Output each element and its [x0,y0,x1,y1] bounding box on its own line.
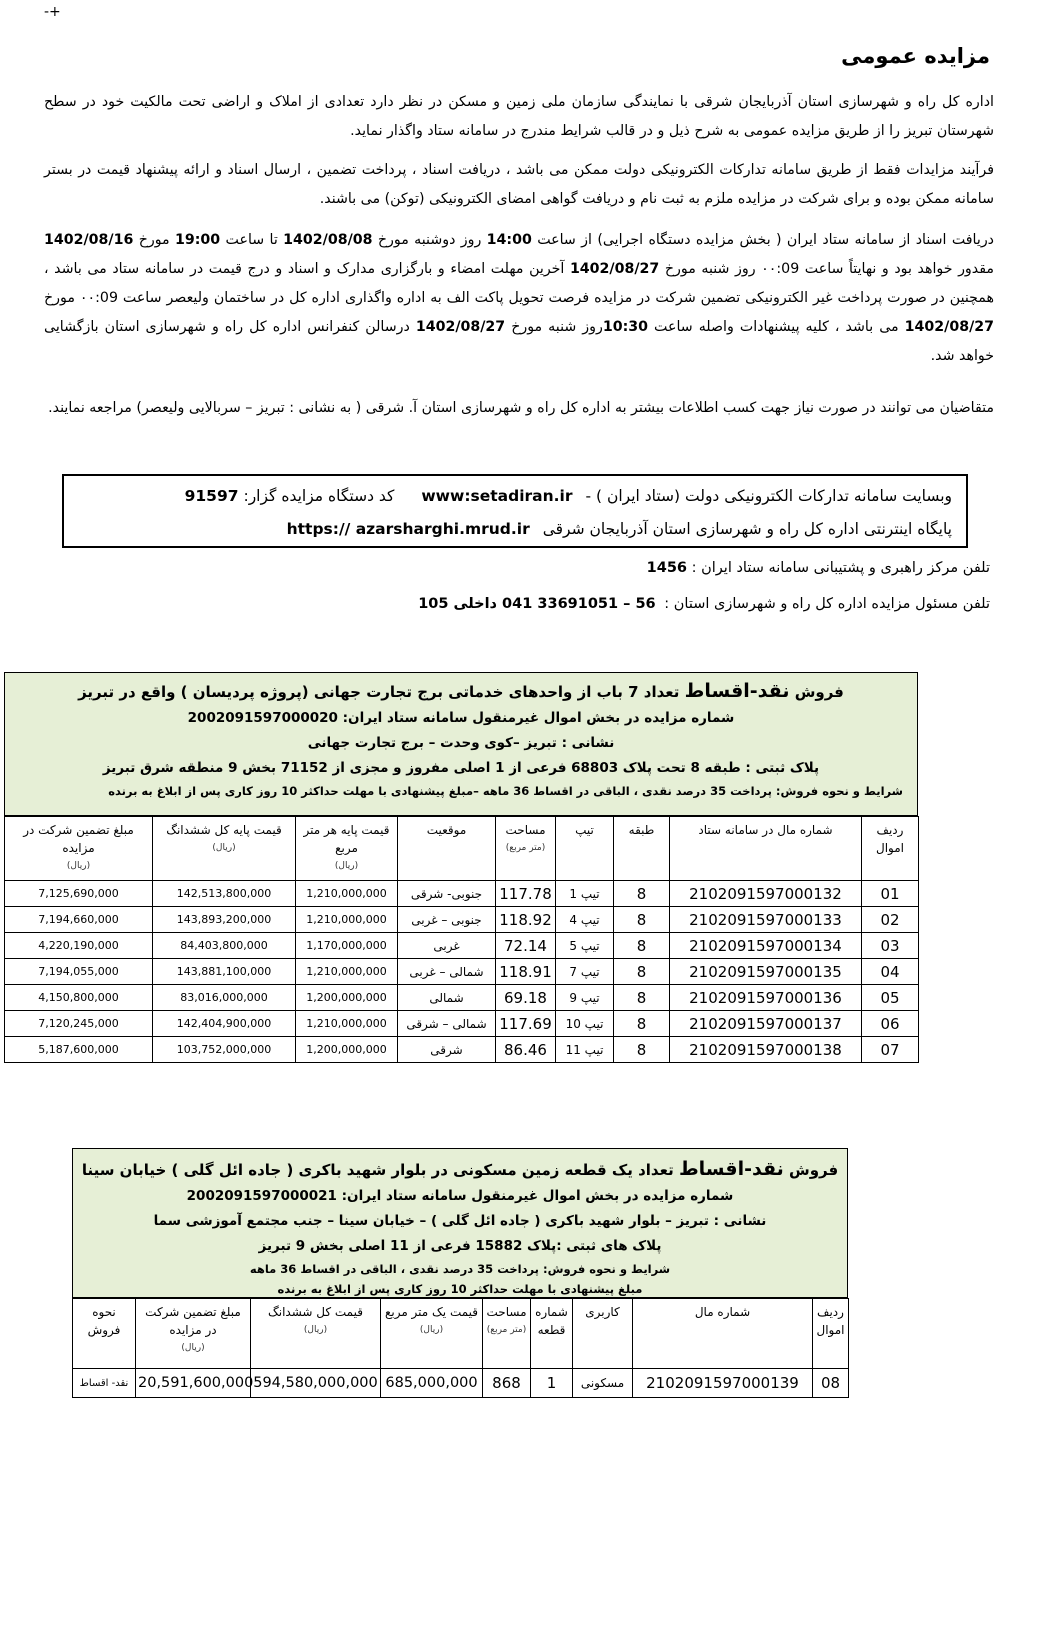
cell-unit-price: 685,000,000 [381,1369,483,1398]
schedule-paragraph [44,226,994,371]
cell-row: 01 [862,881,919,907]
col-header-area-label: مساحت [505,823,546,837]
section1-header [4,672,918,816]
table-row [73,1369,849,1398]
col-header-setad: شماره مال در سامانه ستاد [670,817,862,881]
schedule-date: 1402/08/16 [44,232,134,248]
office-phone: 56 – 33691051 041 داخلی 105 [418,596,656,612]
cell-total: 84,403,800,000 [153,933,296,959]
cell-total: 143,893,200,000 [153,907,296,933]
col-header-guarantee [136,1299,251,1369]
section1-title [5,677,917,706]
cell-item-no: 2102091597000139 [633,1369,813,1398]
setad-line [78,480,952,513]
table-row [5,959,919,985]
cell-guarantee: 5,187,600,000 [5,1037,153,1063]
cell-floor: 8 [614,1037,670,1063]
col-header-area-unit: (متر مربع) [486,1325,527,1335]
section2-auction-number: شماره مزایده در بخش اموال غیرمنقول سامانه ستاد ایران: 2002091597000021 [186,1188,734,1204]
cell-type: تیپ 1 [556,881,614,907]
corner-mark: -+ [44,4,61,20]
cell-floor: 8 [614,1011,670,1037]
schedule-text: آخرین مهلت امضاء و بارگزاری مدارک و اسناد و درج قیمت در سامانه ستاد می باشد ، همچنین در صورت پرداخت غیر الکترونیکی تضمین شرکت در مزایده فرصت تحویل پاکت الف به اداره واگذاری اداره کل در ساختمان ولیعصر ساعت ۰۰:09 مورخ [44,261,994,306]
col-header-unit-price-unit: (ریال) [419,1325,444,1335]
table-row [5,1011,919,1037]
cell-total: 83,016,000,000 [153,985,296,1011]
cell-position: شرقی [398,1037,496,1063]
cell-area: 72.14 [496,933,556,959]
cell-type: تیپ 10 [556,1011,614,1037]
schedule-time: 10:30 [602,319,649,335]
cell-type: تیپ 9 [556,985,614,1011]
col-header-total [251,1299,381,1369]
cell-unit-price: 1,210,000,000 [296,1011,398,1037]
org-code-label: کد دستگاه مزایده گزار: [243,487,395,505]
col-header-unit-price-unit: (ریال) [334,861,359,871]
page-title: مزایده عمومی [841,44,990,68]
cell-floor: 8 [614,907,670,933]
cell-setad: 2102091597000134 [670,933,862,959]
section2-title-post: تعداد یک قطعه زمین مسکونی در بلوار شهید باکری ( جاده ائل گلی ) خیابان سینا [81,1161,674,1179]
cell-floor: 8 [614,933,670,959]
schedule-text: مقدور خواهد بود و نهایتاً ساعت ۰۰:09 روز شنبه مورخ [659,261,994,277]
section2-header [72,1148,848,1298]
cell-area: 117.78 [496,881,556,907]
section1-sale-mode: نقد-اقساط [684,680,790,702]
section1-auction-number: شماره مزایده در بخش اموال غیرمنقول سامانه ستاد ایران: 2002091597000020 [187,710,735,726]
cell-unit-price: 1,170,000,000 [296,933,398,959]
portal-label: پایگاه اینترنتی اداره کل راه و شهرسازی استان آذربایجان شرقی [542,520,952,538]
cell-area: 118.92 [496,907,556,933]
section2-sale-mode: نقد-اقساط [678,1158,784,1180]
cell-row: 03 [862,933,919,959]
org-code: 91597 [184,487,239,505]
col-header-unit-price-label: قیمت پایه هر متر مربع [303,823,390,855]
cell-total: 103,752,000,000 [153,1037,296,1063]
schedule-time: 19:00 [175,232,221,248]
col-header-type: تیپ [556,817,614,881]
col-header-unit-price [296,817,398,881]
cell-setad: 2102091597000133 [670,907,862,933]
section1-address: نشانی : تبریز –کوی وحدت – برج تجارت جهانی [307,735,615,751]
cell-row: 08 [813,1369,849,1398]
section2-terms: شرایط و نحوه فروش: پرداخت 35 درصد نقدی ، الباقی در اقساط 36 ماهه [249,1262,671,1276]
cell-position: جنوبی- شرقی [398,881,496,907]
col-header-position: موقعیت [398,817,496,881]
section1-plate: پلاک ثبتی : طبقه 8 تحت پلاک 68803 فرعی از 1 اصلی مفروز و مجزی از 71152 بخش 9 منطقه شرق تبریز [102,760,820,776]
section2-address: نشانی : تبریز – بلوار شهید باکری ( جاده ائل گلی ) – خیابان سینا – جنب مجتمع آموزشی سما [153,1213,767,1229]
cell-type: تیپ 7 [556,959,614,985]
cell-type: تیپ 5 [556,933,614,959]
setad-link[interactable]: www:setadiran.ir [421,487,573,505]
col-header-row: ردیف اموال [862,817,919,881]
cell-position: غربی [398,933,496,959]
schedule-text: دریافت اسناد از سامانه ستاد ایران ( بخش مزایده دستگاه اجرایی) از ساعت [531,232,994,248]
support-phone-label: تلفن مرکز راهبری و پشتیبانی سامانه ستاد ایران : [691,560,990,576]
cell-lot: 1 [531,1369,573,1398]
section1-table [4,816,919,1063]
cell-row: 02 [862,907,919,933]
support-phone: 1456 [646,560,687,576]
cell-guarantee: 20,591,600,000 [136,1369,251,1398]
table-row [5,881,919,907]
cell-floor: 8 [614,959,670,985]
col-header-guarantee-label: مبلغ تضمین شرکت در مزایده [145,1305,241,1337]
table-row [5,985,919,1011]
table-row [5,1037,919,1063]
cell-area: 86.46 [496,1037,556,1063]
office-phone-line [418,596,990,612]
col-header-total-label: قیمت کل ششدانگ [268,1305,363,1319]
col-header-total-label: قیمت پایه کل ششدانگ [166,823,282,837]
section2-table [72,1298,849,1398]
cell-row: 07 [862,1037,919,1063]
cell-unit-price: 1,200,000,000 [296,1037,398,1063]
col-header-total-unit: (ریال) [212,843,236,853]
cell-usage: مسکونی [573,1369,633,1398]
schedule-text: مورخ [133,232,176,248]
schedule-time: 14:00 [486,232,532,248]
col-header-guarantee-unit: (ریال) [66,861,91,871]
cell-guarantee: 7,125,690,000 [5,881,153,907]
cell-setad: 2102091597000135 [670,959,862,985]
col-header-sale: نحوه فروش [73,1299,136,1369]
support-phone-line [647,560,990,576]
cell-unit-price: 1,210,000,000 [296,881,398,907]
col-header-guarantee-label: مبلغ تضمین شرکت در مزایده [23,823,134,855]
cell-sale: نقد- اقساط [73,1369,136,1398]
cell-guarantee: 4,150,800,000 [5,985,153,1011]
section1-title-pre: فروش [794,683,844,701]
col-header-total [153,817,296,881]
cell-row: 06 [862,1011,919,1037]
cell-position: شمالی – شرقی [398,1011,496,1037]
cell-total: 142,513,800,000 [153,881,296,907]
office-phone-label: تلفن مسئول مزایده اداره کل راه و شهرسازی استان : [664,596,990,612]
schedule-date: 1402/08/27 [569,261,660,277]
cell-area: 118.91 [496,959,556,985]
intro-paragraph: اداره کل راه و شهرسازی استان آذربایجان شرقی با نمایندگی سازمان ملی زمین و مسکن در نظر دارد تعدادی از املاک و اراضی تحت مالکیت خود در سطح شهرستان تبریز را از طریق مزایده عمومی به شرح ذیل و در قالب شرایط مندرج در سامانه ستاد واگذار نماید. [44,94,994,139]
col-header-total-unit: (ریال) [303,1325,328,1335]
schedule-text: درسالن کنفرانس اداره کل راه و شهرسازی استان بازگشایی خواهد شد. [44,319,994,364]
portal-link[interactable]: https:// azarsharghi.mrud.ir [286,520,530,538]
cell-floor: 8 [614,985,670,1011]
cell-row: 05 [862,985,919,1011]
cell-row: 04 [862,959,919,985]
cell-setad: 2102091597000138 [670,1037,862,1063]
col-header-unit-price-label: قیمت یک متر مربع [384,1305,479,1319]
col-header-area [483,1299,531,1369]
cell-unit-price: 1,210,000,000 [296,907,398,933]
websites-box [62,474,968,548]
schedule-text: تا ساعت [220,232,284,248]
process-paragraph: فرآیند مزایدات فقط از طریق سامانه تدارکات الکترونیکی دولت ممکن می باشد ، دریافت اسناد ، پرداخت تضمین ، ارسال اسناد و ارائه پیشنهاد قیمت در بستر سامانه ممکن بوده و برای شرکت در مزایده ملزم به ثبت نام و دریافت گواهی امضای الکترونیکی (توکن) می باشند. [44,162,994,207]
setad-label: وبسایت سامانه تدارکات الکترونیکی دولت (ستاد ایران ) - [585,487,952,505]
portal-line [78,513,952,546]
col-header-floor: طبقه [614,817,670,881]
cell-position: شمالی – غربی [398,959,496,985]
cell-total: 143,881,100,000 [153,959,296,985]
cell-unit-price: 1,200,000,000 [296,985,398,1011]
cell-guarantee: 7,194,660,000 [5,907,153,933]
cell-position: شمالی [398,985,496,1011]
cell-type: تیپ 4 [556,907,614,933]
cell-guarantee: 4,220,190,000 [5,933,153,959]
schedule-date: 1402/08/27 [904,319,995,335]
schedule-date: 1402/08/08 [283,232,373,248]
col-header-guarantee-unit: (ریال) [181,1343,205,1353]
cell-area: 69.18 [496,985,556,1011]
section2-title-pre: فروش [789,1161,839,1179]
cell-type: تیپ 11 [556,1037,614,1063]
table-header-row [5,817,919,881]
col-header-row: ردیف اموال [813,1299,849,1369]
section2-title [73,1155,847,1184]
schedule-date: 1402/08/27 [415,319,506,335]
col-header-item-no: شماره مال [633,1299,813,1369]
schedule-text: روز شنبه مورخ [505,319,603,335]
cell-total: 594,580,000,000 [251,1369,381,1398]
col-header-area-unit: (متر مربع) [505,843,546,853]
col-header-usage: کاربری [573,1299,633,1369]
section1-terms: شرایط و نحوه فروش: پرداخت 35 درصد نقدی ، الباقی در اقساط 36 ماهه –مبلغ پیشنهادی با مهلت حداکثر 10 روز کاری پس از ابلاغ به برنده [108,784,903,798]
cell-total: 142,404,900,000 [153,1011,296,1037]
section2-plate: پلاک های ثبتی :پلاک 15882 فرعی از 11 اصلی بخش 9 تبریز [258,1238,662,1254]
col-header-guarantee [5,817,153,881]
section2-terms-continued: مبلغ پیشنهادی با مهلت حداکثر 10 روز کاری پس از ابلاغ به برنده [277,1282,643,1296]
cell-setad: 2102091597000132 [670,881,862,907]
section1-title-post: تعداد 7 باب از واحدهای خدماتی برج تجارت جهانی (پروژه پردیسان ) واقع در تبریز [78,683,680,701]
schedule-text: روز دوشنبه مورخ [372,232,487,248]
cell-area: 868 [483,1369,531,1398]
cell-area: 117.69 [496,1011,556,1037]
table-header-row [73,1299,849,1369]
cell-unit-price: 1,210,000,000 [296,959,398,985]
table-row [5,907,919,933]
schedule-text: می باشد ، کلیه پیشنهادات واصله ساعت [648,319,905,335]
col-header-unit-price [381,1299,483,1369]
applicants-paragraph: متقاضیان می توانند در صورت نیاز جهت کسب اطلاعات بیشتر به اداره کل راه و شهرسازی استان آ. شرقی ( به نشانی : تبریز – سربالایی ولیعصر) مراجعه نمایند. [48,400,994,416]
cell-setad: 2102091597000136 [670,985,862,1011]
col-header-area-label: مساحت [486,1305,527,1319]
cell-guarantee: 7,194,055,000 [5,959,153,985]
cell-position: جنوبی – غربی [398,907,496,933]
cell-floor: 8 [614,881,670,907]
col-header-area [496,817,556,881]
col-header-lot: شماره قطعه [531,1299,573,1369]
cell-setad: 2102091597000137 [670,1011,862,1037]
table-row [5,933,919,959]
cell-guarantee: 7,120,245,000 [5,1011,153,1037]
